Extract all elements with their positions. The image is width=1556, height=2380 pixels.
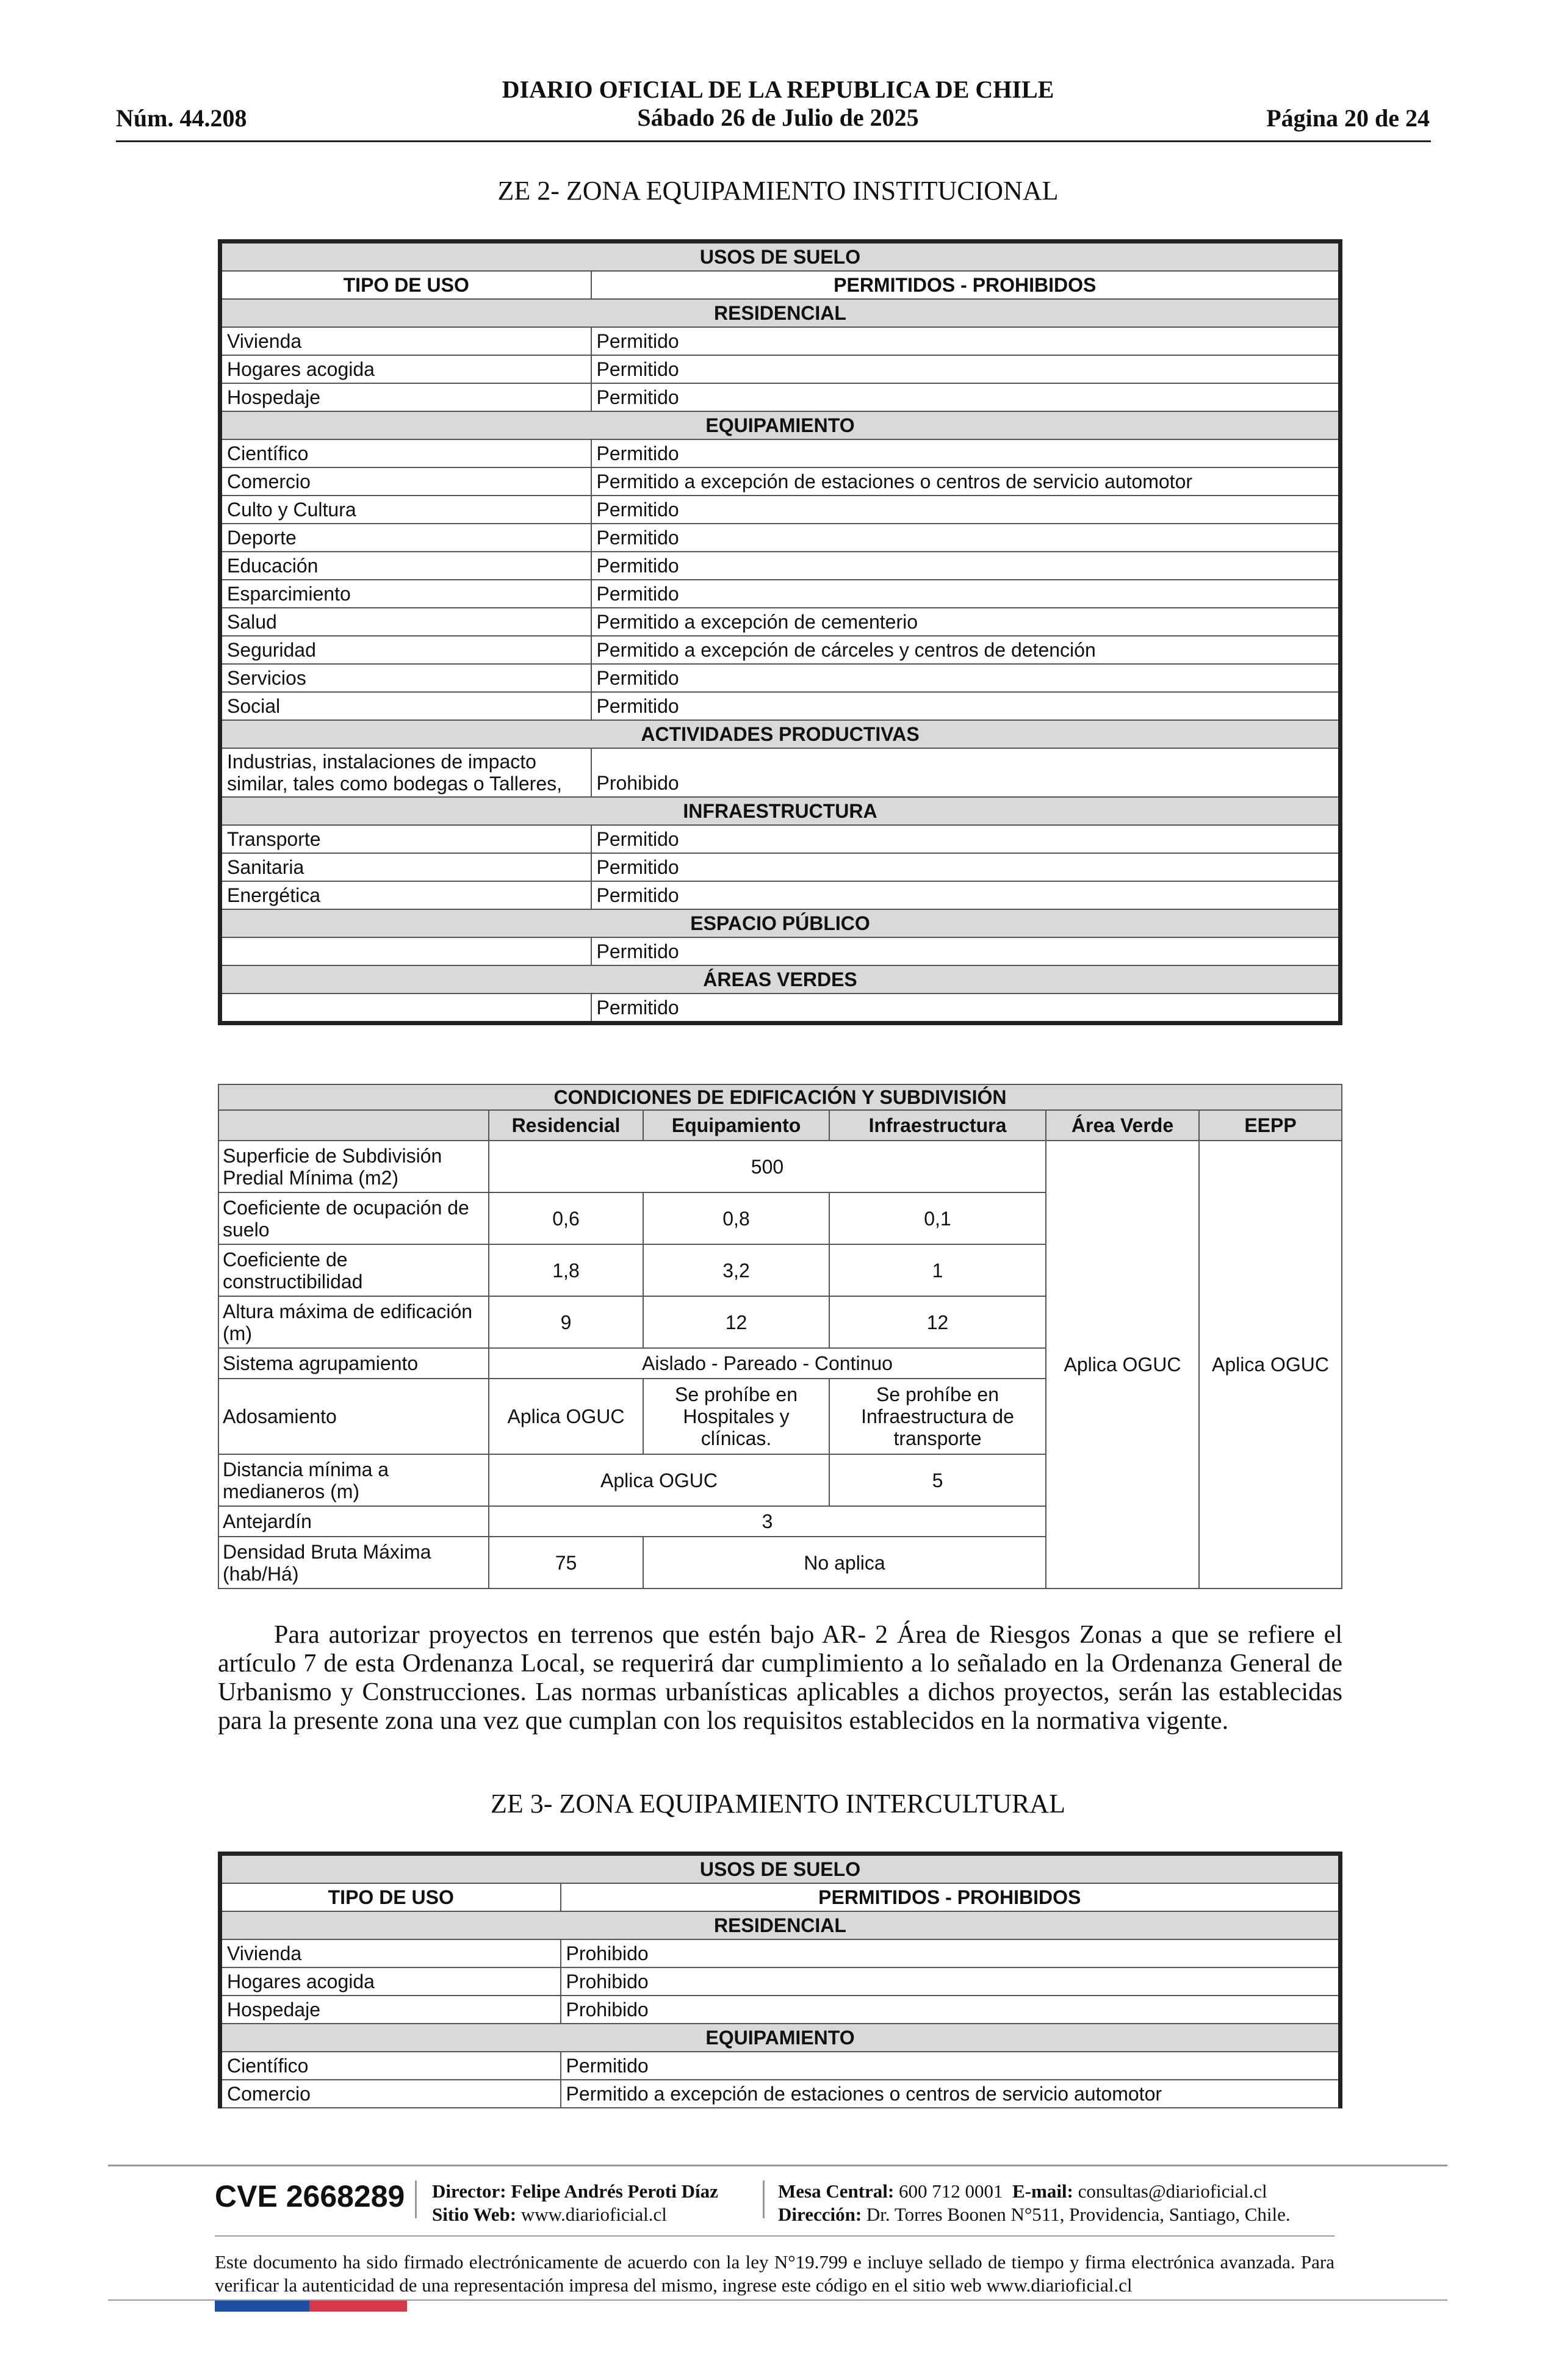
table-row: [220, 853, 1341, 881]
table-row: [220, 692, 1341, 720]
ze2-uses-table: [218, 239, 1342, 1025]
group-header: ESPACIO PÚBLICO: [220, 909, 1341, 937]
coef-constr-res: 1,8: [489, 1244, 643, 1296]
table-row: [220, 1939, 1341, 1967]
use-type: Científico: [220, 2052, 561, 2080]
antejardin-value: 3: [489, 1506, 1046, 1537]
footer-separator-2: [763, 2180, 765, 2218]
coef-constr-equip: 3,2: [643, 1244, 829, 1296]
use-type: Hogares acogida: [220, 355, 591, 383]
group-header: RESIDENCIAL: [220, 299, 1341, 327]
ze3-uses-table: [218, 1852, 1342, 2108]
coef-ocupacion-res: 0,6: [489, 1192, 643, 1244]
footer-contact-block: [778, 2180, 1291, 2226]
table-row: [220, 496, 1341, 524]
row-label-densidad: Densidad Bruta Máxima (hab/Há): [218, 1537, 489, 1588]
altura-infra: 12: [829, 1296, 1046, 1348]
use-type: Hospedaje: [220, 1996, 561, 2024]
use-status: Permitido: [591, 552, 1341, 580]
director-label: Director:: [432, 2180, 506, 2202]
use-status: Permitido a excepción de cementerio: [591, 608, 1341, 636]
use-status: Permitido: [591, 692, 1341, 720]
col-residencial: Residencial: [489, 1110, 643, 1141]
address-label: Dirección:: [778, 2204, 862, 2225]
use-type: Científico: [220, 439, 591, 467]
use-status: Permitido a excepción de cárceles y centros de detención: [591, 636, 1341, 664]
table-row: [220, 825, 1341, 853]
table-row: [220, 467, 1341, 496]
ze2-uses-table-wrap: [218, 239, 1342, 1025]
phone-number: 600 712 0001: [899, 2180, 1003, 2202]
table-row: [220, 355, 1341, 383]
altura-equip: 12: [643, 1296, 829, 1348]
phone-label: Mesa Central:: [778, 2180, 895, 2202]
footer-top-divider: [108, 2165, 1447, 2166]
use-status: Permitido: [591, 853, 1341, 881]
publication-date: Sábado 26 de Julio de 2025: [637, 104, 919, 131]
row-label-coef-constr: Coeficiente de constructibilidad: [218, 1244, 489, 1296]
footer-director-block: [432, 2180, 718, 2226]
col-permitidos: PERMITIDOS - PROHIBIDOS: [591, 271, 1341, 299]
web-link[interactable]: www.diarioficial.cl: [520, 2204, 667, 2225]
use-status: Permitido: [591, 496, 1341, 524]
use-status: Prohibido: [591, 748, 1341, 797]
table-row: [220, 439, 1341, 467]
flag-bar-blue: [215, 2301, 309, 2312]
group-header: RESIDENCIAL: [220, 1911, 1341, 1939]
use-type: Vivienda: [220, 1939, 561, 1967]
coef-ocupacion-infra: 0,1: [829, 1192, 1046, 1244]
use-type: Hogares acogida: [220, 1967, 561, 1996]
cve-code: CVE 2668289: [215, 2179, 405, 2213]
use-type: Servicios: [220, 664, 591, 692]
row-label-distancia: Distancia mínima a medianeros (m): [218, 1454, 489, 1506]
use-type: Comercio: [220, 467, 591, 496]
conditions-caption: CONDICIONES DE EDIFICACIÓN Y SUBDIVISIÓN: [218, 1084, 1342, 1110]
densidad-res: 75: [489, 1537, 643, 1588]
use-status: Permitido: [591, 383, 1341, 411]
use-type: Esparcimiento: [220, 580, 591, 608]
use-status: Permitido: [561, 2052, 1341, 2080]
row-label-antejardin: Antejardín: [218, 1506, 489, 1537]
use-status: Permitido: [591, 439, 1341, 467]
address-text: Dr. Torres Boonen N°511, Providencia, Santiago, Chile.: [866, 2204, 1291, 2225]
row-label-adosamiento: Adosamiento: [218, 1379, 489, 1454]
table-row: [220, 552, 1341, 580]
use-type: Seguridad: [220, 636, 591, 664]
use-type: Transporte: [220, 825, 591, 853]
ze3-uses-table-wrap: [218, 1852, 1342, 2108]
use-status: Permitido: [591, 580, 1341, 608]
footer-separator-1: [415, 2180, 417, 2218]
ze2-conditions-table: [218, 1084, 1342, 1589]
uses-caption: USOS DE SUELO: [220, 242, 1341, 272]
use-status: Permitido a excepción de estaciones o centros de servicio automotor: [591, 467, 1341, 496]
use-status: Permitido: [591, 937, 1341, 965]
sistema-value: Aislado - Pareado - Continuo: [489, 1348, 1046, 1379]
coef-ocupacion-equip: 0,8: [643, 1192, 829, 1244]
email-address[interactable]: consultas@diarioficial.cl: [1078, 2180, 1267, 2202]
ze2-conditions-wrap: [218, 1084, 1342, 1589]
flag-bar-red: [309, 2301, 407, 2312]
use-status: Permitido: [591, 993, 1341, 1023]
use-status: Prohibido: [561, 1967, 1341, 1996]
use-type: Comercio: [220, 2080, 561, 2108]
row-label-superficie: Superficie de Subdivisión Predial Mínima (m2): [218, 1141, 489, 1192]
ze2-paragraph: Para autorizar proyectos en terrenos que estén bajo AR- 2 Área de Riesgos Zonas a que se refiere el artículo 7 de esta Ordenanza Local, se requerirá dar cumplimiento a lo señalado en la Ordenanza General de Urbanismo y Construcciones. Las normas urbanísticas aplicables a dichos proyectos, serán las establecidas para la presente zona una vez que cumplan con los requisitos establecidos en la normativa vigente.: [218, 1621, 1342, 1735]
use-status: Permitido: [591, 664, 1341, 692]
table-row: [220, 881, 1341, 909]
table-row: [220, 748, 1341, 797]
ze3-title: ZE 3- ZONA EQUIPAMIENTO INTERCULTURAL: [491, 1789, 1065, 1819]
table-row: [220, 327, 1341, 355]
use-status: Prohibido: [561, 1939, 1341, 1967]
table-row: [220, 580, 1341, 608]
table-row: [220, 2052, 1341, 2080]
publication-name: DIARIO OFICIAL DE LA REPUBLICA DE CHILE: [502, 76, 1054, 103]
footer-mid-divider: [215, 2235, 1334, 2237]
col-tipo-uso: TIPO DE USO: [220, 1883, 561, 1911]
col-equipamiento: Equipamiento: [643, 1110, 829, 1141]
email-label: E-mail:: [1012, 2180, 1073, 2202]
row-label-coef-ocupacion: Coeficiente de ocupación de suelo: [218, 1192, 489, 1244]
use-type: [220, 937, 591, 965]
table-row: [220, 608, 1341, 636]
table-row: [220, 993, 1341, 1023]
group-header: ACTIVIDADES PRODUCTIVAS: [220, 720, 1341, 748]
col-permitidos: PERMITIDOS - PROHIBIDOS: [561, 1883, 1341, 1911]
use-type: Hospedaje: [220, 383, 591, 411]
table-row: [220, 524, 1341, 552]
use-status: Permitido: [591, 524, 1341, 552]
col-eepp: EEPP: [1199, 1110, 1342, 1141]
adosamiento-equip: Se prohíbe en Hospitales y clínicas.: [643, 1379, 829, 1454]
densidad-rest: No aplica: [643, 1537, 1046, 1588]
director-name: Felipe Andrés Peroti Díaz: [511, 2180, 718, 2202]
uses-caption: USOS DE SUELO: [220, 1854, 1341, 1884]
col-area-verde: Área Verde: [1046, 1110, 1199, 1141]
area-verde-value: Aplica OGUC: [1046, 1141, 1199, 1588]
distancia-res-equip: Aplica OGUC: [489, 1454, 829, 1506]
coef-constr-infra: 1: [829, 1244, 1046, 1296]
use-status: Permitido: [591, 825, 1341, 853]
use-type: Deporte: [220, 524, 591, 552]
distancia-infra: 5: [829, 1454, 1046, 1506]
superficie-value: 500: [489, 1141, 1046, 1192]
group-header: ÁREAS VERDES: [220, 965, 1341, 993]
row-label-sistema: Sistema agrupamiento: [218, 1348, 489, 1379]
page-number: Página 20 de 24: [1266, 104, 1430, 132]
use-type: [220, 993, 591, 1023]
use-status: Prohibido: [561, 1996, 1341, 2024]
use-type: Educación: [220, 552, 591, 580]
use-type: Salud: [220, 608, 591, 636]
use-type: Energética: [220, 881, 591, 909]
ze2-title: ZE 2- ZONA EQUIPAMIENTO INSTITUCIONAL: [497, 176, 1059, 206]
use-status: Permitido: [591, 881, 1341, 909]
table-row: [220, 636, 1341, 664]
eepp-value: Aplica OGUC: [1199, 1141, 1342, 1588]
table-row: [220, 937, 1341, 965]
table-row: [220, 383, 1341, 411]
group-header: EQUIPAMIENTO: [220, 411, 1341, 439]
conditions-corner: [218, 1110, 489, 1141]
col-infraestructura: Infraestructura: [829, 1110, 1046, 1141]
header-divider: [116, 140, 1431, 142]
table-row: [220, 1996, 1341, 2024]
adosamiento-res: Aplica OGUC: [489, 1379, 643, 1454]
table-row: [220, 2080, 1341, 2108]
col-tipo-uso: TIPO DE USO: [220, 271, 591, 299]
row-label-altura: Altura máxima de edificación (m): [218, 1296, 489, 1348]
table-row: [220, 1967, 1341, 1996]
use-type: Vivienda: [220, 327, 591, 355]
footer-legal-text: Este documento ha sido firmado electrónicamente de acuerdo con la ley N°19.799 e incluye sellado de tiempo y firma electrónica avanzada. Para verificar la autenticidad de una representación impresa del mismo, ingrese este código en el sitio web www.diarioficial.cl: [215, 2251, 1334, 2296]
issue-number: Núm. 44.208: [116, 104, 247, 132]
web-label: Sitio Web:: [432, 2204, 517, 2225]
use-type: Social: [220, 692, 591, 720]
use-type: Industrias, instalaciones de impacto similar, tales como bodegas o Talleres,: [220, 748, 591, 797]
use-type: Sanitaria: [220, 853, 591, 881]
use-status: Permitido a excepción de estaciones o centros de servicio automotor: [561, 2080, 1341, 2108]
group-header: INFRAESTRUCTURA: [220, 797, 1341, 825]
use-status: Permitido: [591, 355, 1341, 383]
group-header: EQUIPAMIENTO: [220, 2024, 1341, 2052]
adosamiento-infra: Se prohíbe en Infraestructura de transporte: [829, 1379, 1046, 1454]
use-status: Permitido: [591, 327, 1341, 355]
use-type: Culto y Cultura: [220, 496, 591, 524]
altura-res: 9: [489, 1296, 643, 1348]
table-row: [220, 664, 1341, 692]
